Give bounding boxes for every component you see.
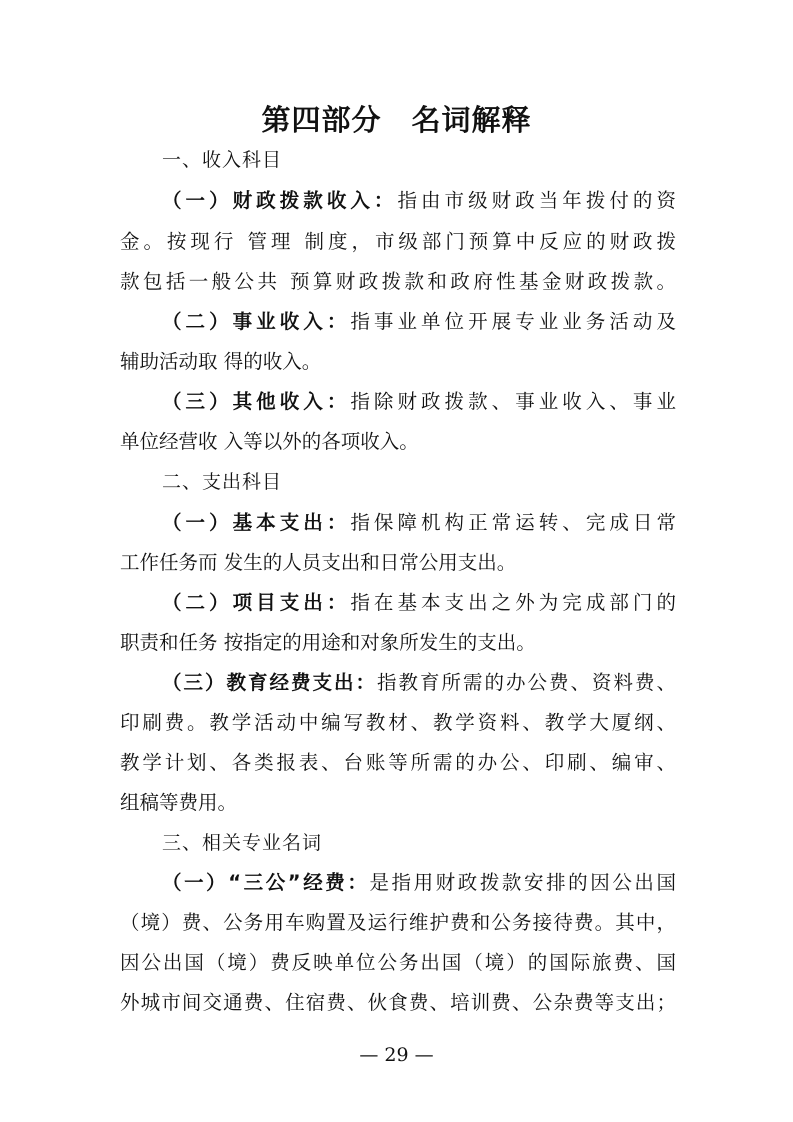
term-text: 指教育所需的办公费、资料费、 — [377, 671, 676, 694]
paragraph-line: 因公出国（境）费反映单位公务出国（境）的国际旅费、国 — [120, 951, 676, 974]
paragraph-line — [162, 588, 676, 618]
term-label: （三）教育经费支出： — [162, 671, 377, 694]
page-title: 第四部分 名词解释 — [261, 103, 532, 137]
paragraph-line: 组稿等费用。 — [120, 791, 238, 814]
paragraph-line: 印刷费。教学活动中编写教材、教学资料、教学大厦纲、 — [120, 711, 676, 734]
term-text: 是指用财政拨款安排的因公出国 — [369, 871, 676, 894]
paragraph-line — [162, 307, 676, 337]
paragraph-line: 教学计划、各类报表、台账等所需的办公、印刷、编审、 — [120, 751, 676, 774]
term-label: （二）事业收入： — [162, 310, 351, 333]
paragraph-line: 职责和任务 按指定的用途和对象所发生的支出。 — [120, 631, 536, 654]
paragraph-line: 工作任务而 发生的人员支出和日常公用支出。 — [120, 551, 517, 574]
paragraph-line: 款包括一般公共 预算财政拨款和政府性基金财政拨款。 — [120, 270, 676, 293]
paragraph-line — [162, 668, 676, 698]
paragraph-line: 外城市间交通费、住宿费、伙食费、培训费、公杂费等支出； — [120, 991, 676, 1014]
term-text: 指由市级财政当年拨付的资 — [397, 189, 676, 212]
term-label: （一）“三公”经费： — [162, 871, 370, 894]
paragraph-line: 辅助活动取 得的收入。 — [120, 350, 322, 373]
term-label: （一）基本支出： — [162, 511, 351, 534]
section-heading-related-terms: 三、相关专业名词 — [162, 832, 323, 854]
term-text: 指除财政拨款、事业收入、事业 — [350, 390, 676, 413]
paragraph-line: 金。按现行 管理 制度，市级部门预算中反应的财政拨 — [120, 230, 676, 253]
term-text: 指事业单位开展专业业务活动及 — [350, 310, 676, 333]
term-label: （一）财政拨款收入： — [162, 189, 398, 212]
paragraph-line: （境）费、公务用车购置及运行维护费和公务接待费。其中， — [120, 911, 676, 934]
term-text: 指保障机构正常运转、完成日常 — [350, 511, 676, 534]
term-text: 指在基本支出之外为完成部门的 — [350, 591, 676, 614]
paragraph-line: 单位经营收 入等以外的各项收入。 — [120, 430, 419, 453]
paragraph-line — [162, 508, 676, 538]
paragraph-line — [162, 186, 676, 216]
paragraph-line — [162, 868, 676, 898]
term-label: （二）项目支出： — [162, 591, 351, 614]
page-number: — 29 — — [359, 1044, 434, 1066]
term-label: （三）其他收入： — [162, 390, 351, 413]
section-heading-expenditure: 二、支出科目 — [162, 471, 283, 493]
paragraph-line — [162, 387, 676, 417]
section-heading-income: 一、收入科目 — [162, 149, 283, 171]
